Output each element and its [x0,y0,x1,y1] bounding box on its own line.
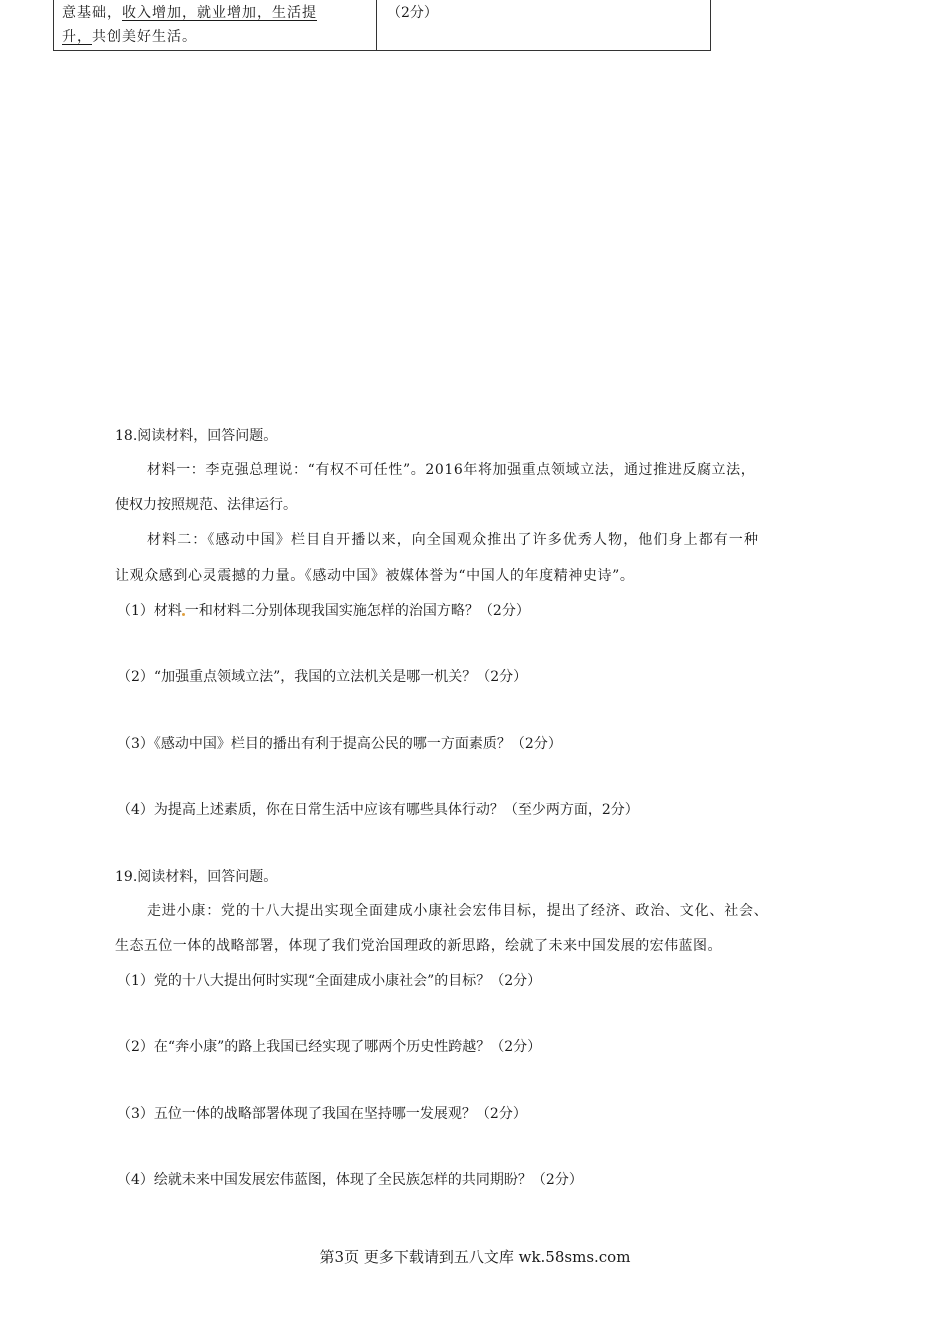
page-footer: 第3页 更多下载请到五八文库 wk.58sms.com [319,1248,631,1266]
q18-material2-line2: 让观众感到心灵震撼的力量。《感动中国》被媒体誉为“中国人的年度精神史诗”。 [115,568,635,584]
q19-subquestion-2: （2）在“奔小康”的路上我国已经实现了哪两个历史性跨越？（2分） [117,1039,542,1055]
score-cell: （2分） [387,5,438,21]
answer-table-fragment [53,0,711,51]
q18-material1-line1: 材料一：李克强总理说：“有权不可任性”。2016年将加强重点领域立法，通过推进反腐立法， [147,462,756,478]
q18-subquestion-2: （2）“加强重点领域立法”，我国的立法机关是哪一机关？（2分） [117,669,528,685]
q18-subquestion-4: （4）为提高上述素质，你在日常生活中应该有哪些具体行动？（至少两方面，2分） [117,802,639,818]
q18-material2-line1: 材料二：《感动中国》栏目自开播以来，向全国观众推出了许多优秀人物，他们身上都有一种 [147,532,760,548]
q19-subquestion-3: （3）五位一体的战略部署体现了我国在坚持哪一发展观？（2分） [117,1106,527,1122]
answer-cell [54,0,377,50]
answer-line-1: 意基础，收入增加，就业增加，生活提 [62,5,317,21]
q18-material1-line2: 使权力按照规范、法律运行。 [115,497,297,513]
q19-passage-line1: 走进小康：党的十八大提出实现全面建成小康社会宏伟目标，提出了经济、政治、文化、社会、 [147,903,769,919]
q18-title: 18.阅读材料，回答问题。 [115,428,278,444]
q18-subquestion-3: （3）《感动中国》栏目的播出有利于提高公民的哪一方面素质？（2分） [117,736,562,752]
q19-title: 19.阅读材料，回答问题。 [115,869,278,885]
q18-subquestion-1: （1）材料 一和材料二分别体现我国实施怎样的治国方略？（2分） [117,603,530,619]
q19-subquestion-1: （1）党的十八大提出何时实现“全面建成小康社会”的目标？（2分） [117,973,542,989]
q19-passage-line2: 生态五位一体的战略部署，体现了我们党治国理政的新思路，绘就了未来中国发展的宏伟蓝图。 [115,938,722,954]
q19-subquestion-4: （4）绘就未来中国发展宏伟蓝图，体现了全民族怎样的共同期盼？（2分） [117,1172,583,1188]
answer-line-2: 升，共创美好生活。 [62,29,197,45]
